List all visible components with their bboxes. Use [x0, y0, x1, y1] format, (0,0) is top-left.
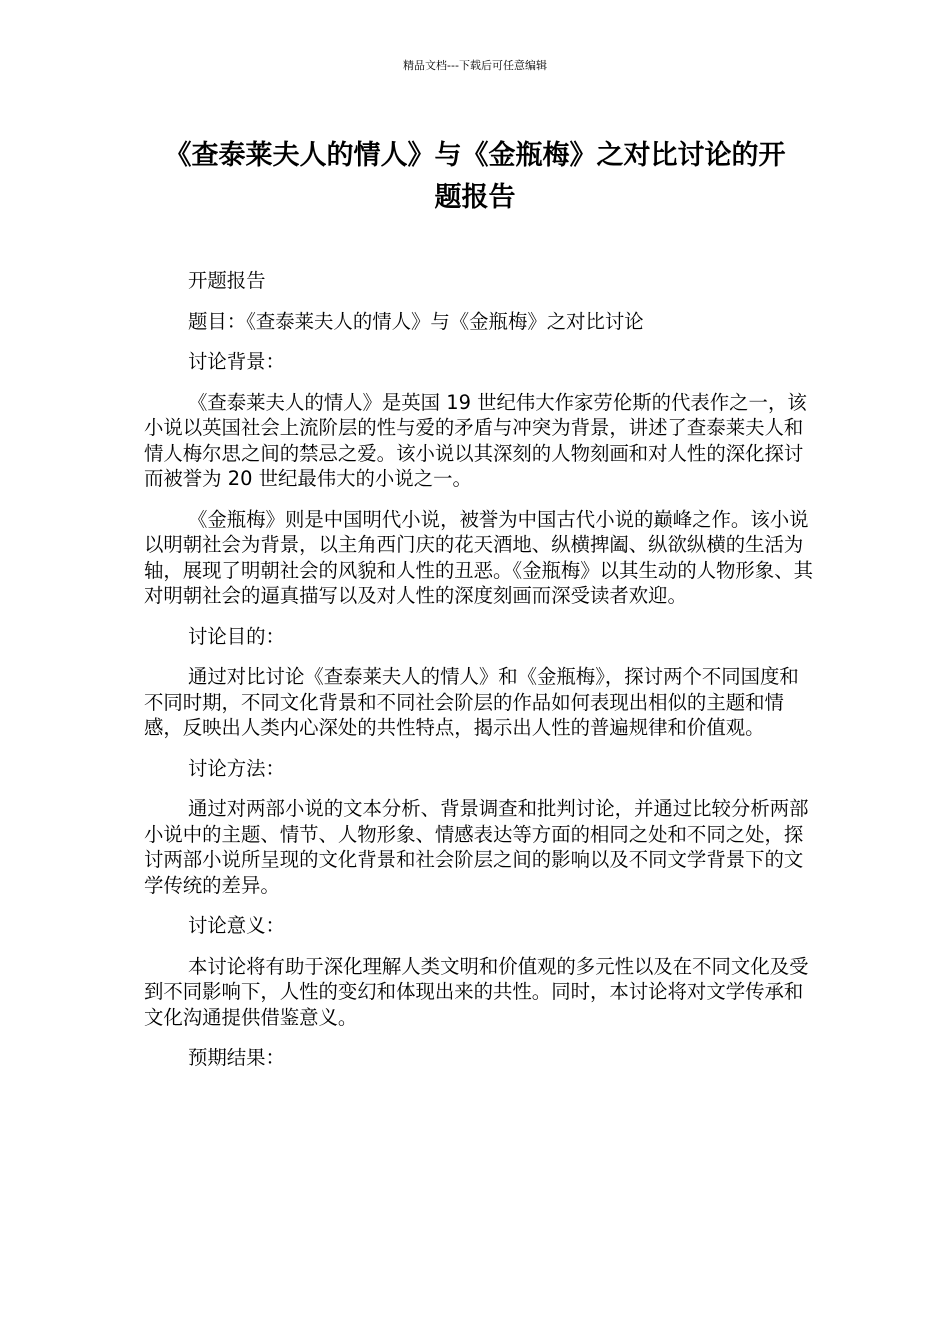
- significance-paragraph: 本讨论将有助于深化理解人类文明和价值观的多元性以及在不同文化及受到不同影响下，人性的变幻和体现出来的共性。同时，本讨论将对文学传承和文化沟通提供借鉴意义。: [144, 954, 809, 1029]
- method-heading: 讨论方法：: [188, 756, 285, 780]
- report-label: 开题报告: [188, 269, 266, 292]
- document-body: [144, 268, 816, 1086]
- purpose-paragraph: 通过对比讨论《查泰莱夫人的情人》和《金瓶梅》，探讨两个不同国度和不同时期，不同文化背景和不同社会阶层的作品如何表现出相似的主题和情感，反映出人类内心深处的共性特点，揭示出人性的普遍规律和价值观。: [144, 665, 799, 739]
- title-line-1: 《查泰莱夫人的情人》与《金瓶梅》之对比讨论的开: [164, 140, 786, 171]
- page-header: 精品文档---下载后可任意编辑: [403, 59, 547, 72]
- background-paragraph-1: 《查泰莱夫人的情人》是英国 19 世纪伟大作家劳伦斯的代表作之一，该小说以英国社会上流阶层的性与爱的矛盾与冲突为背景，讲述了查泰莱夫人和情人梅尔思之间的禁忌之爱。该小说以其深刻的人物刻画和对人性的深化探讨而被誉为 20 世纪最伟大的小说之一。: [144, 390, 807, 490]
- expected-results-heading: 预期结果：: [188, 1046, 285, 1069]
- title-line-2: 题报告: [434, 182, 516, 213]
- significance-heading: 讨论意义：: [188, 914, 285, 937]
- method-paragraph: 通过对两部小说的文本分析、背景调查和批判讨论，并通过比较分析两部小说中的主题、情节、人物形象、情感表达等方面的相同之处和不同之处，探讨两部小说所呈现的文化背景和社会阶层之间的影响以及不同文学背景下的文学传统的差异。: [144, 797, 809, 897]
- background-paragraph-2: 《金瓶梅》则是中国明代小说，被誉为中国古代小说的巅峰之作。该小说以明朝社会为背景，以主角西门庆的花天酒地、纵横捭阖、纵欲纵横的生活为轴，展现了明朝社会的风貌和人性的丑恶。《金瓶梅》以其生动的人物形象、其对明朝社会的逼真描写以及对人性的深度刻画而深受读者欢迎。: [144, 507, 813, 607]
- document-title: [140, 135, 810, 219]
- topic-line: 题目：《查泰莱夫人的情人》与《金瓶梅》之对比讨论: [188, 309, 644, 333]
- purpose-heading: 讨论目的：: [188, 624, 285, 648]
- background-heading: 讨论背景：: [188, 350, 285, 373]
